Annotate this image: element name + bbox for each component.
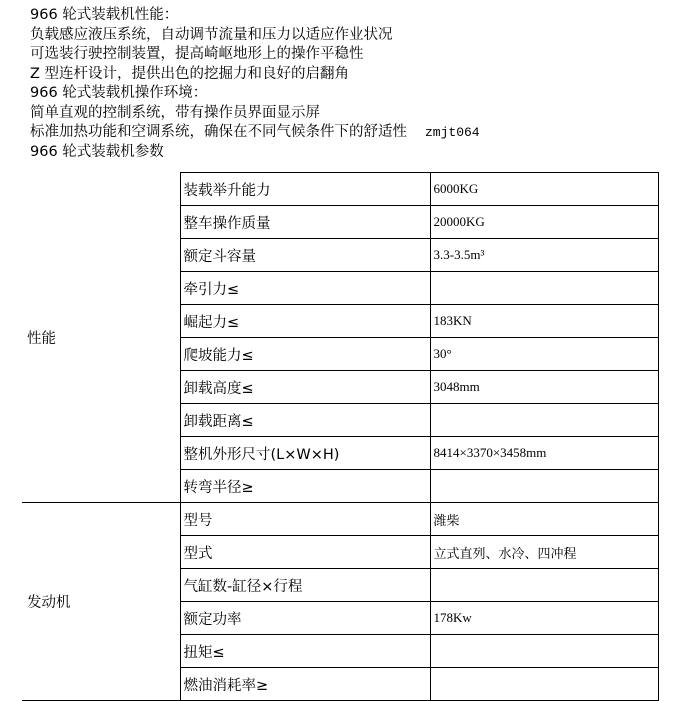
param-value: [430, 569, 658, 602]
param-value: 20000KG: [430, 206, 658, 239]
table-row: [22, 173, 658, 206]
spec-table: [22, 172, 659, 701]
intro-line: 966 轮式装载机性能：: [30, 7, 179, 23]
param-label: 整机外形尺寸(L×W×H): [180, 437, 430, 470]
intro-text: [30, 6, 480, 162]
intro-line-text: 标准加热功能和空调系统，确保在不同气候条件下的舒适性: [30, 124, 407, 140]
param-value: 3048mm: [430, 371, 658, 404]
param-label: 额定斗容量: [180, 239, 430, 272]
category-performance: 性能: [22, 173, 180, 503]
param-value: [430, 272, 658, 305]
param-value: 8414×3370×3458mm: [430, 437, 658, 470]
intro-line: 966 轮式装载机操作环境：: [30, 85, 208, 101]
intro-line: 简单直观的控制系统，带有操作员界面显示屏: [30, 104, 320, 121]
param-value: [430, 635, 658, 668]
table-title: 966 轮式装载机参数: [30, 143, 164, 160]
param-value: 178Kw: [430, 602, 658, 635]
param-value: 30°: [430, 338, 658, 371]
param-value: 6000KG: [430, 173, 658, 206]
intro-line: 可选装行驶控制装置，提高崎岖地形上的操作平稳性: [30, 46, 364, 62]
param-label: 爬坡能力≤: [180, 338, 430, 371]
param-value: 立式直列、水冷、四冲程: [430, 536, 658, 569]
param-label: 型式: [180, 536, 430, 569]
table-row: [22, 503, 658, 536]
param-value: [430, 470, 658, 503]
param-label: 型号: [180, 503, 430, 536]
param-label: 转弯半径≥: [180, 470, 430, 503]
param-label: 牵引力≤: [180, 272, 430, 305]
param-value: 3.3-3.5m³: [430, 239, 658, 272]
intro-line: Z 型连杆设计，提供出色的挖掘力和良好的启翻角: [30, 65, 350, 82]
param-value: 潍柴: [430, 503, 658, 536]
param-label: 整车操作质量: [180, 206, 430, 239]
param-label: 额定功率: [180, 602, 430, 635]
param-label: 装载举升能力: [180, 173, 430, 206]
product-code: zmjt064: [425, 125, 480, 140]
category-engine: 发动机: [22, 503, 180, 701]
intro-line: [30, 123, 480, 143]
param-label: 燃油消耗率≥: [180, 668, 430, 701]
param-label: 卸载距离≤: [180, 404, 430, 437]
param-label: 卸载高度≤: [180, 371, 430, 404]
param-label: 崛起力≤: [180, 305, 430, 338]
param-value: [430, 404, 658, 437]
intro-line: 负载感应液压系统，自动调节流量和压力以适应作业状况: [30, 26, 393, 43]
param-value: 183KN: [430, 305, 658, 338]
param-label: 扭矩≤: [180, 635, 430, 668]
param-value: [430, 668, 658, 701]
param-label: 气缸数-缸径×行程: [180, 569, 430, 602]
